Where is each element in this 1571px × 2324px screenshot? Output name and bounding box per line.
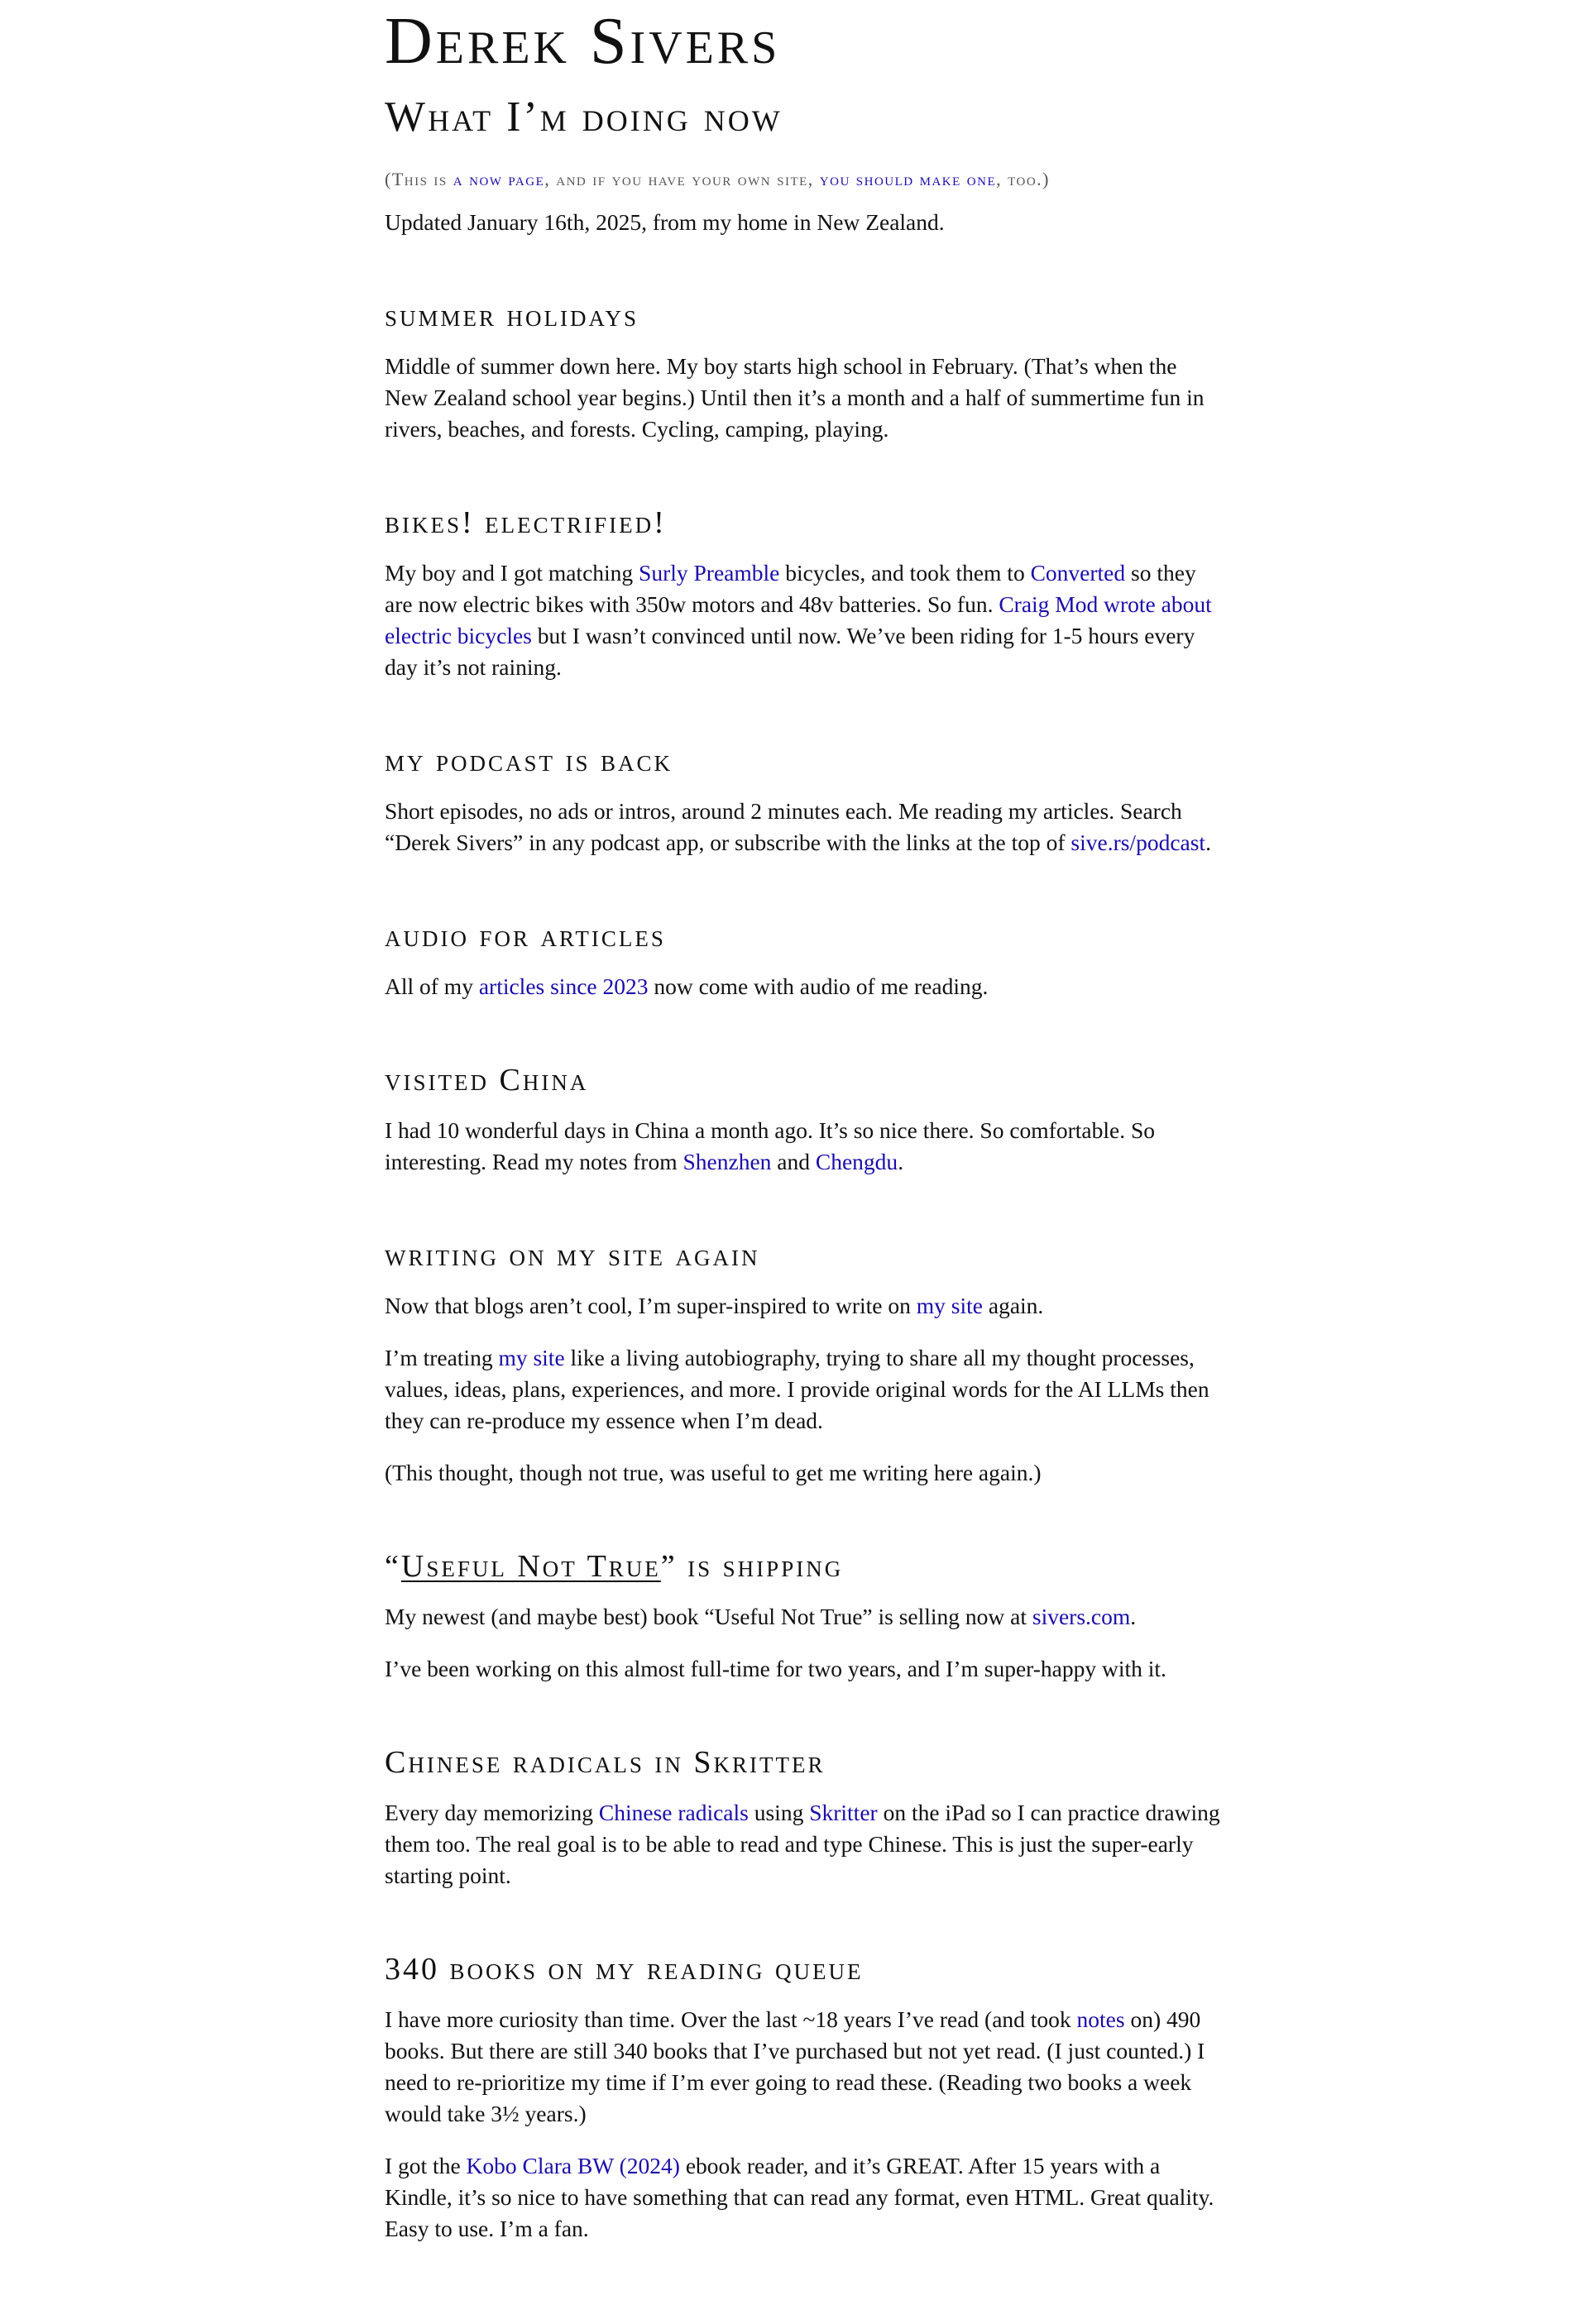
section-text-podcast: Short episodes, no ads or intros, around 2 minutes each. Me reading my articles. Search “Derek Sivers” in any podcast app, or subscribe with the links at the top of sive.rs/podcast. [385,798,1211,855]
chinese-radicals-link[interactable]: Chinese radicals [598,1800,749,1825]
my-site-link[interactable]: my site [916,1293,983,1318]
section-text-writing-3: (This thought, though not true, was useful to get me writing here again.) [385,1460,1042,1485]
now-page-intro: (This is a now page, and if you have your own site, you should make one, too.) [385,169,1050,189]
my-site-link[interactable]: my site [498,1345,565,1370]
section-text-china: I had 10 wonderful days in China a month ago. It’s so nice there. So comfortable. So interesting. Read my notes from Shenzhen and Chengdu. [385,1117,1155,1174]
section-text-writing-2: I’m treating my site like a living autobiography, trying to share all my thought processes, values, ideas, plans, experiences, and more. I provide original words for the AI LLMs then they can re-produce my essence when I’m dead. [385,1345,1209,1433]
notes-link[interactable]: notes [1076,2006,1125,2032]
now-page-link[interactable]: a now page [453,169,545,189]
section-text-audio: All of my articles since 2023 now come with audio of me reading. [385,973,989,999]
skritter-link[interactable]: Skritter [809,1800,878,1825]
useful-not-true-link[interactable]: Useful Not True [400,1549,661,1584]
site-title: Derek Sivers [385,5,781,78]
section-text-queue-2: I got the Kobo Clara BW (2024) ebook reader, and it’s GREAT. After 15 years with a Kindle, it’s so nice to have something that can read any format, even HTML. Great quality. Easy to use. I’m a fan. [385,2153,1214,2241]
section-text-writing-1: Now that blogs aren’t cool, I’m super-inspired to write on my site again. [385,1293,1044,1318]
page-title: What I’m doing now [385,93,783,141]
articles-link[interactable]: articles since 2023 [478,973,649,999]
section-title-writing: writing on my site again [385,1238,760,1273]
sivers-com-link[interactable]: sivers.com [1032,1604,1131,1629]
converted-link[interactable]: Converted [1030,560,1126,586]
section-text-book-1: My newest (and maybe best) book “Useful Not True” is selling now at sivers.com. [385,1604,1137,1629]
shenzhen-link[interactable]: Shenzhen [683,1149,772,1174]
section-title-china: visited China [385,1063,589,1097]
section-title-audio: audio for articles [385,919,666,954]
surly-preamble-link[interactable]: Surly Preamble [639,560,780,586]
section-text-radicals: Every day memorizing Chinese radicals using Skritter on the iPad so I can practice drawing them too. The real goal is to be able to read and type Chinese. This is just the super-early starting point. [385,1800,1220,1888]
section-title-bikes: bikes! electrified! [385,505,667,540]
section-title-book: “Useful Not True” is shipping [385,1549,844,1584]
updated-date: Updated January 16th, 2025, from my home in New Zealand. [385,209,945,235]
section-text-queue-1: I have more curiosity than time. Over the last ~18 years I’ve read (and took notes on) 490 books. But there are still 340 books that I’ve purchased but not yet read. (I just counted.) I need to re-prioritize my time if I’m ever going to read these. (Reading two books a week would take 3½ years.) [385,2006,1205,2126]
section-text-book-2: I’ve been working on this almost full-time for two years, and I’m super-happy with it. [385,1656,1166,1681]
section-text-bikes: My boy and I got matching Surly Preamble bicycles, and took them to Converted so they are now electric bikes with 350w motors and 48v batteries. So fun. Craig Mod wrote about electric bicycles but I wasn’t convinced until now. We’ve been riding for 1-5 hours every day it’s not raining. [385,560,1212,680]
section-text-summer: Middle of summer down here. My boy starts high school in February. (That’s when the New Zealand school year begins.) Until then it’s a month and a half of summertime fun in rivers, beaches, and forests. Cycling, camping, playing. [385,353,1205,442]
page-content [385,0,1224,2245]
section-title-podcast: my podcast is back [385,744,673,778]
podcast-link[interactable]: sive.rs/podcast [1070,830,1206,855]
make-one-link[interactable]: you should make one [819,169,997,189]
section-title-summer: summer holidays [385,299,639,333]
kobo-clara-link[interactable]: Kobo Clara BW (2024) [466,2153,680,2178]
chengdu-link[interactable]: Chengdu [815,1149,898,1174]
craig-mod-link[interactable]: Craig Mod wrote about electric bicycles [385,591,1212,648]
section-title-radicals: Chinese radicals in Skritter [385,1745,826,1780]
section-title-queue: 340 books on my reading queue [385,1952,864,1987]
